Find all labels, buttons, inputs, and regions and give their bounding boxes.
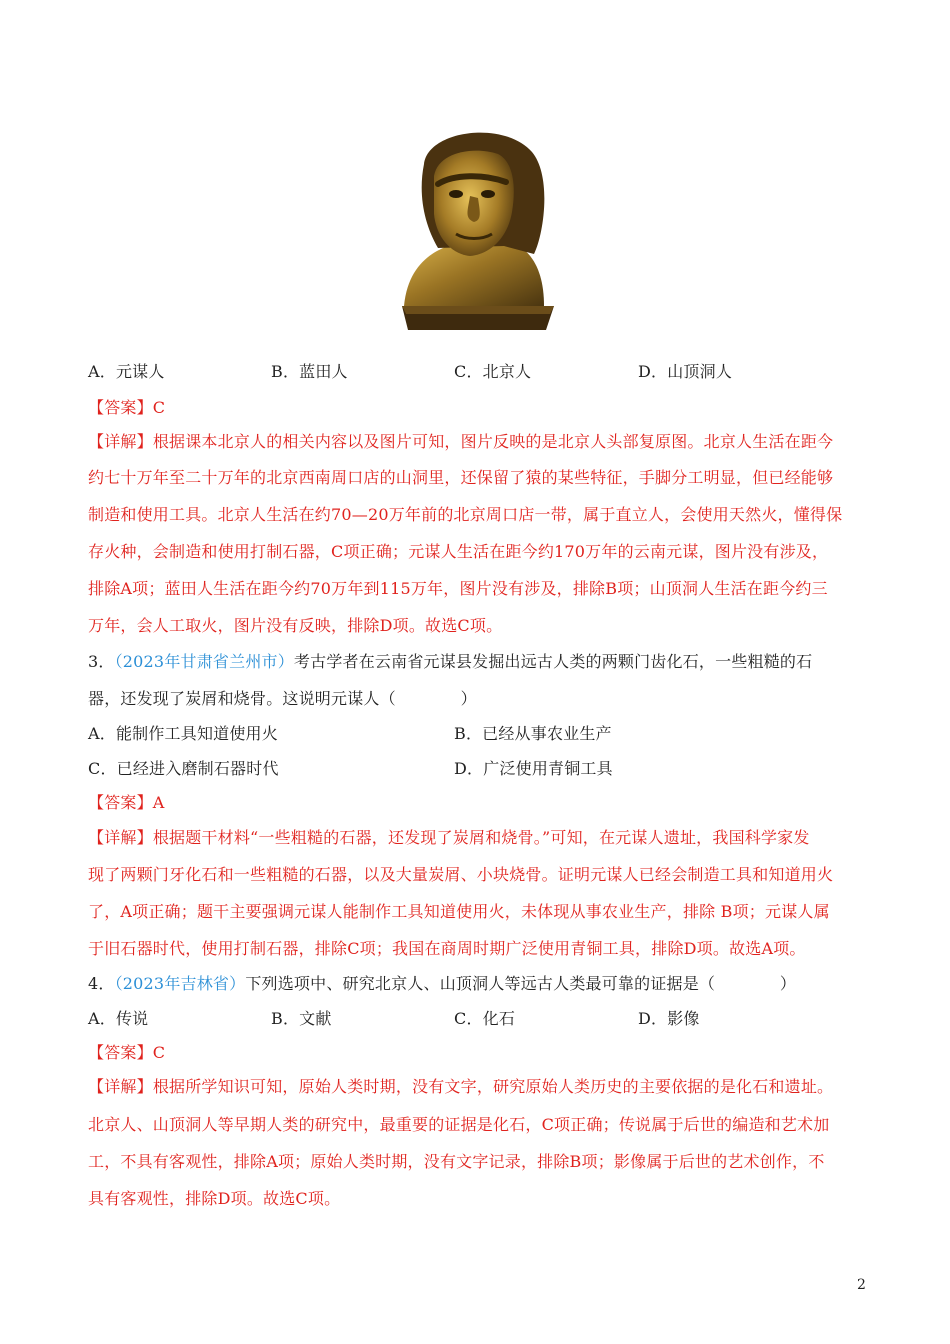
q2-option-b: B．蓝田人 bbox=[271, 362, 348, 381]
q4-detail-line-4: 具有客观性，排除D项。故选C项。 bbox=[88, 1189, 341, 1208]
q2-detail-line-2: 约七十万年至二十万年的北京西南周口店的山洞里，还保留了猿的某些特征，手脚分工明显，但已经能够 bbox=[88, 468, 834, 487]
q3-stem-line-1: 3．（2023年甘肃省兰州市）考古学者在云南省元谋县发掘出远古人类的两颗门齿化石，一些粗糙的石 bbox=[88, 652, 813, 671]
q3-answer: 【答案】A bbox=[88, 793, 165, 812]
q4-option-d: D．影像 bbox=[638, 1009, 700, 1028]
q3-detail-line-3: 了，A项正确；题干主要强调元谋人能制作工具知道使用火，未体现从事农业生产，排除 B项；元谋人属 bbox=[88, 902, 830, 921]
q2-option-a: A．元谋人 bbox=[88, 362, 165, 381]
q2-detail-line-3: 制造和使用工具。北京人生活在约70—20万年前的北京周口店一带，属于直立人，会使用天然火，懂得保 bbox=[88, 505, 843, 524]
q4-detail-line-1: 【详解】根据所学知识可知，原始人类时期，没有文字，研究原始人类历史的主要依据的是化石和遗址。 bbox=[88, 1077, 834, 1096]
q4-detail-line-2: 北京人、山顶洞人等早期人类的研究中，最重要的证据是化石，C项正确；传说属于后世的编造和艺术加 bbox=[88, 1115, 830, 1134]
q2-detail-line-5: 排除A项；蓝田人生活在距今约70万年到115万年，图片没有涉及，排除B项；山顶洞人生活在距今约三 bbox=[88, 579, 828, 598]
q3-option-c: C．已经进入磨制石器时代 bbox=[88, 759, 279, 778]
q3-source: （2023年甘肃省兰州市） bbox=[114, 652, 294, 671]
q2-answer: 【答案】C bbox=[88, 398, 166, 417]
q3-detail-label: 【详解】 bbox=[88, 828, 153, 847]
q4-option-b: B．文献 bbox=[271, 1009, 332, 1028]
page-number: 2 bbox=[857, 1277, 866, 1293]
q3-option-d: D．广泛使用青铜工具 bbox=[454, 759, 613, 778]
q3-detail-line-1: 【详解】根据题干材料“一些粗糙的石器，还发现了炭屑和烧骨。”可知，在元谋人遗址，我国科学家发 bbox=[88, 828, 810, 847]
q3-number: 3． bbox=[88, 652, 115, 671]
q2-option-c: C．北京人 bbox=[454, 362, 532, 381]
q2-detail-line-6: 万年，会人工取火，图片没有反映，排除D项。故选C项。 bbox=[88, 616, 503, 635]
q4-number: 4． bbox=[88, 974, 115, 993]
q3-option-a: A．能制作工具知道使用火 bbox=[88, 724, 278, 743]
q4-stem: 4．（2023年吉林省）下列选项中、研究北京人、山顶洞人等远古人类最可靠的证据是（ ） bbox=[88, 974, 797, 993]
q4-option-a: A．传说 bbox=[88, 1009, 149, 1028]
q4-source: （2023年吉林省） bbox=[114, 974, 246, 993]
q4-answer: 【答案】C bbox=[88, 1043, 166, 1062]
peking-man-bust-image bbox=[394, 124, 564, 338]
q4-detail-line-3: 工，不具有客观性，排除A项；原始人类时期，没有文字记录，排除B项；影像属于后世的艺术创作，不 bbox=[88, 1152, 825, 1171]
q2-detail-line-4: 存火种，会制造和使用打制石器，C项正确；元谋人生活在距今约170万年的云南元谋，图片没有涉及， bbox=[88, 542, 829, 561]
q4-detail-label: 【详解】 bbox=[88, 1077, 153, 1096]
q4-option-c: C．化石 bbox=[454, 1009, 516, 1028]
q3-detail-line-4: 于旧石器时代，使用打制石器，排除C项；我国在商周时期广泛使用青铜工具，排除D项。故选A项。 bbox=[88, 939, 806, 958]
q2-option-d: D．山顶洞人 bbox=[638, 362, 733, 381]
q3-detail-line-2: 现了两颗门牙化石和一些粗糙的石器，以及大量炭屑、小块烧骨。证明元谋人已经会制造工具和知道用火 bbox=[88, 865, 834, 884]
q3-option-b: B．已经从事农业生产 bbox=[454, 724, 612, 743]
q2-detail-line-1: 【详解】根据课本北京人的相关内容以及图片可知，图片反映的是北京人头部复原图。北京人生活在距今 bbox=[88, 432, 834, 451]
q3-stem-line-2: 器，还发现了炭屑和烧骨。这说明元谋人（ ） bbox=[88, 689, 477, 708]
q2-detail-label: 【详解】 bbox=[88, 432, 153, 451]
